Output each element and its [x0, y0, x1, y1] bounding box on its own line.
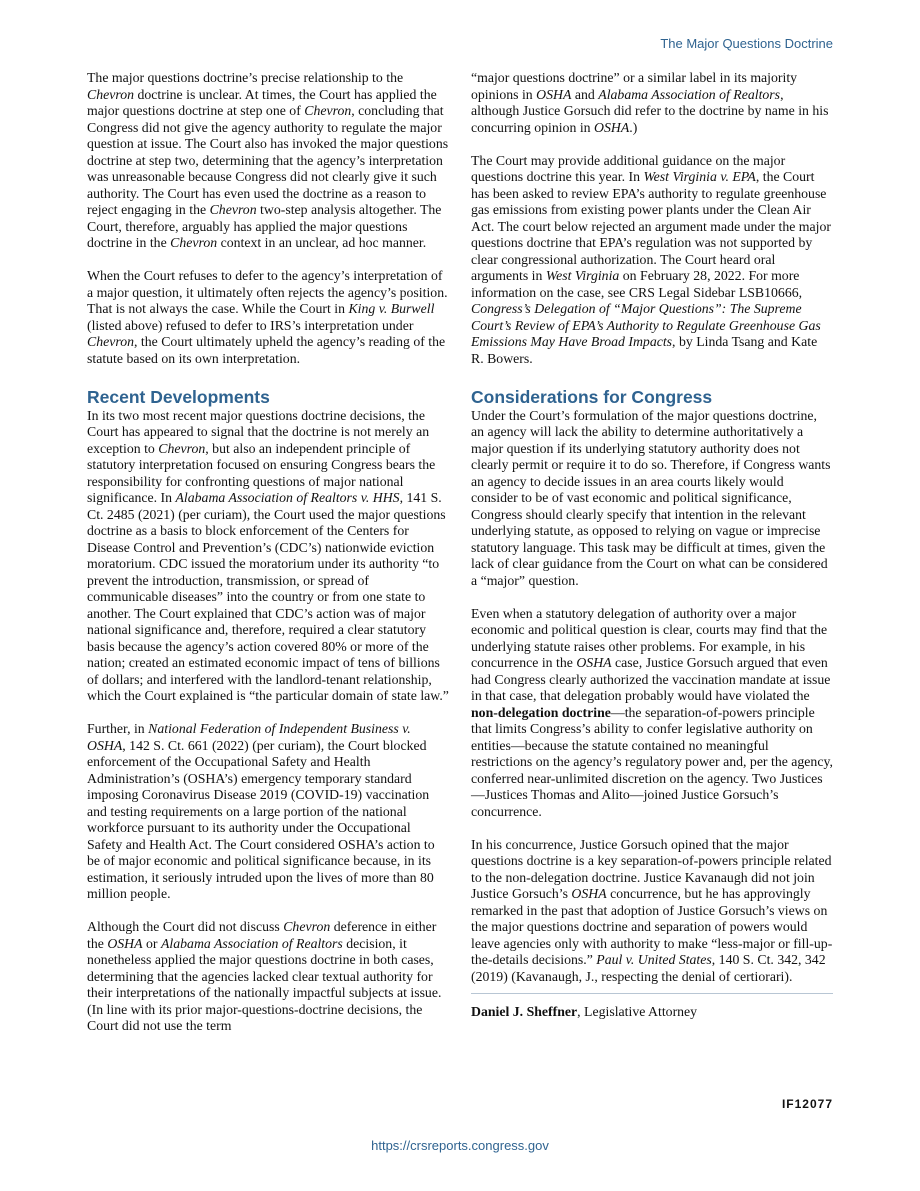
paragraph-west-virginia: The Court may provide additional guidance on the major questions doctrine this year. In West Virginia v. EPA, the Court has been asked to review EPA’s authority to regulate greenhouse gas emissions from existing power plants under the Clean Air Act. The court below rejected an argument made under the major questions doctrine that EPA’s regulation was not supported by clear congressional authorization. The Court heard oral arguments in West Virginia on February 28, 2022. For more information on the case, see CRS Legal Sidebar LSB10666, Congress’s Delegation of “Major Questions”: The Supreme Court’s Review of EPA’s Authority to Regulate Greenhouse Gas Emissions May Have Broad Impacts, by Linda Tsang and Kate R. Bowers.	[471, 152, 831, 366]
author-title: , Legislative Attorney	[577, 1004, 698, 1019]
right-column	[471, 70, 833, 1021]
document-id: IF12077	[781, 1097, 833, 1111]
paragraph-gorsuch-concurrence: In his concurrence, Justice Gorsuch opined that the major questions doctrine is a key separation-of-powers principle related to the non-delegation doctrine. Justice Kavanaugh did not join Justice Gorsuch’s OSHA concurrence, but he has approvingly remarked in the past that adoption of Justice Gorsuch’s views on the major questions doctrine and separation of powers would leave agencies only with authority to make “less-major or fill-up-the-details decisions.” Paul v. United States, 140 S. Ct. 342, 342 (2019) (Kavanaugh, J., respecting the denial of certiorari).	[471, 836, 833, 984]
paragraph-no-chevron-discussion: Although the Court did not discuss Chevron deference in either the OSHA or Alabama Association of Realtors decision, it nonetheless applied the major questions doctrine in both cases, determining that the agencies lacked clear textual authority for their interpretations of the nationally impactful subjects at issue. (In line with its prior major-questions-doctrine decisions, the Court did not use the term	[87, 919, 442, 1033]
heading-recent-developments: Recent Developments	[87, 386, 270, 407]
author-name: Daniel J. Sheffner	[471, 1004, 578, 1019]
left-column	[87, 70, 449, 1035]
author-divider	[471, 993, 833, 994]
author-line	[471, 1004, 833, 1021]
running-header-title: The Major Questions Doctrine	[660, 36, 833, 51]
paragraph-alabama-realtors: In its two most recent major questions doctrine decisions, the Court has appeared to signal that the doctrine is not merely an exception to Chevron, but also an independent principle of statutory interpretation focused on ensuring Congress bears the responsibility for confronting questions of major national significance. In Alabama Association of Realtors v. HHS, 141 S. Ct. 2485 (2021) (per curiam), the Court used the major questions doctrine as a basis to block enforcement of the Centers for Disease Control and Prevention’s (CDC’s) nationwide eviction moratorium. CDC issued the moratorium under its authority “to prevent the introduction, transmission, or spread of communicable diseases” into the country or from one state to another. The Court explained that CDC’s action was of major national significance and, therefore, required a clear statutory basis because the agency’s action covered 80% or more of the nation; created an estimated economic impact of tens of billions of dollars; and interfered with the landlord-tenant relationship, which the Court explained is “the particular domain of state law.”	[87, 407, 449, 703]
paragraph-nfib-osha: Further, in National Federation of Independent Business v. OSHA, 142 S. Ct. 661 (2022) (per curiam), the Court blocked enforcement of the Occupational Safety and Health Administration’s (OSHA’s) emergency temporary standard imposing Coronavirus Disease 2019 (COVID-19) vaccination and testing requirements on a large portion of the national workforce pursuant to its authority under the Occupational Safety and Health Act. The Court considered OSHA’s action to be of major economic and political significance because, in its estimation, it seriously intruded upon the lives of more than 80 million people.	[87, 721, 435, 901]
paragraph-chevron-relationship: The major questions doctrine’s precise relationship to the Chevron doctrine is unclear. At times, the Court has applied the major questions doctrine at step one of Chevron, concluding that Congress did not give the agency authority to regulate the major question at issue. The Court also has invoked the major questions doctrine at step two, determining that the agency’s interpretation was unreasonable because Congress did not clearly give it such authority. The Court has even used the doctrine as a reason to reject engaging in the Chevron two-step analysis altogether. The Court, therefore, arguably has applied the major questions doctrine in the Chevron context in an unclear, ad hoc manner.	[87, 70, 449, 250]
heading-considerations-for-congress: Considerations for Congress	[471, 386, 713, 407]
footer-url-link[interactable]: https://crsreports.congress.gov	[371, 1138, 549, 1153]
paragraph-congress-formulation: Under the Court’s formulation of the major questions doctrine, an agency will lack the ability to determine authoritatively a major question if its underlying statutory authority does not clearly permit or require it to do so. Therefore, if Congress wants an agency to decide issues in an area courts likely would consider to be of vast economic and political significance, Congress should clearly specify that intention in the relevant underlying statute, as opposed to relying on vague or imprecise statutory language. This task may be difficult at times, given the lack of clear guidance from the Court on what can be considered a “major” question.	[471, 407, 831, 588]
paragraph-refusal-to-defer: When the Court refuses to defer to the agency’s interpretation of a major question, it ultimately often rejects the agency’s position. That is not always the case. While the Court in King v. Burwell (listed above) refused to defer to IRS’s interpretation under Chevron, the Court ultimately upheld the agency’s reading of the statute based on its own interpretation.	[87, 268, 448, 366]
paragraph-non-delegation: Even when a statutory delegation of authority over a major economic and political question is clear, courts may find that the underlying statute raises other problems. For example, in his concurrence in the OSHA case, Justice Gorsuch argued that even had Congress clearly authorized the vaccination mandate at issue in that case, that delegation probably would have violated the non-delegation doctrine—the separation-of-powers principle that limits Congress’s ability to confer legislative authority on entities—because the statute contained no meaningful restrictions on the agency’s regulatory power and, per the agency, conferred near-unlimited discretion on the agency. Two Justices—Justices Thomas and Alito—joined Justice Gorsuch’s concurrence.	[471, 605, 833, 819]
paragraph-majority-opinions: “major questions doctrine” or a similar label in its majority opinions in OSHA and Alabama Association of Realtors, although Justice Gorsuch did refer to the doctrine by name in his concurring opinion in OSHA.)	[471, 70, 829, 135]
